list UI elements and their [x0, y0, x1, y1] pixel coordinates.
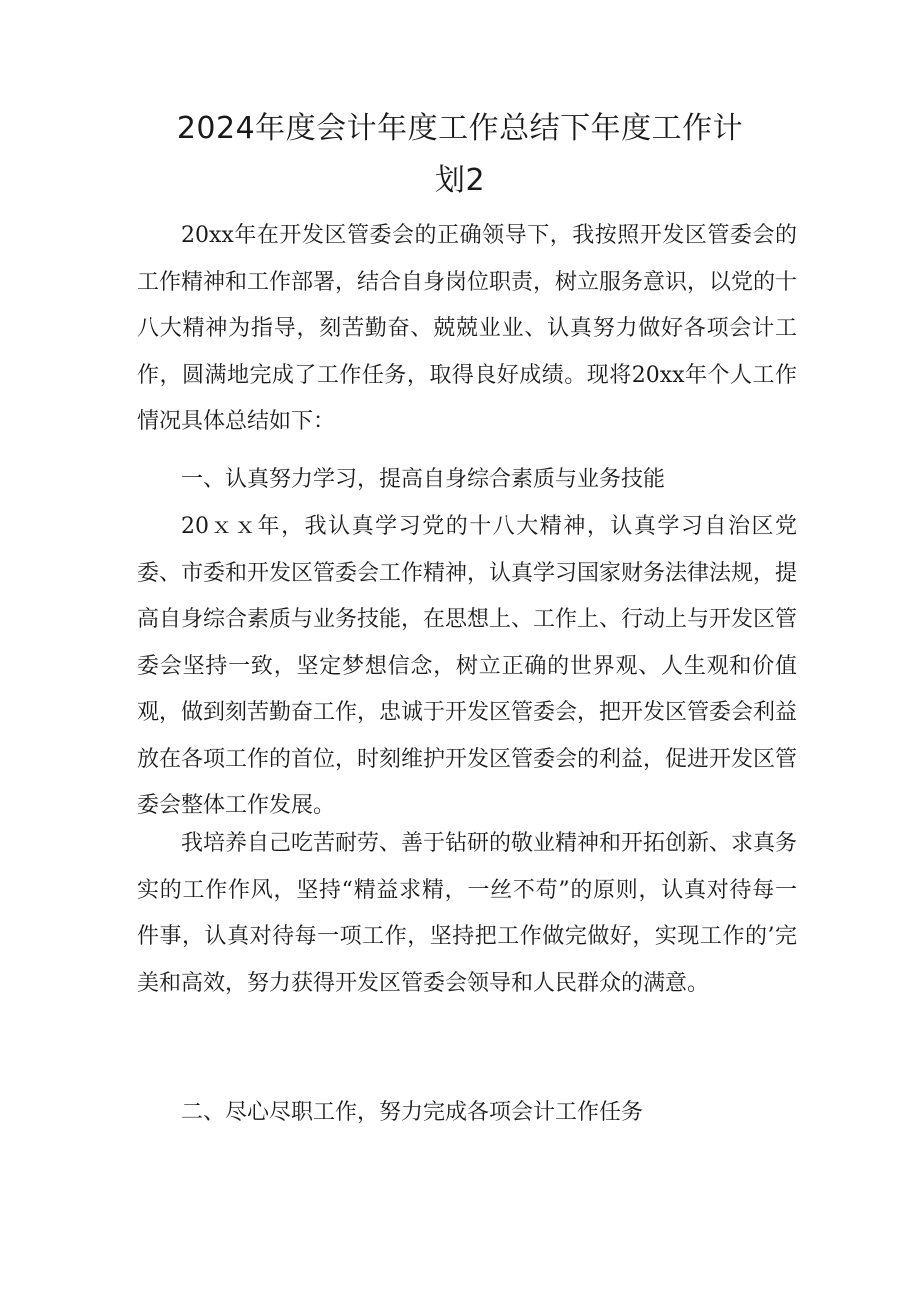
paragraph-work-ethic: 我培养自己吃苦耐劳、善于钻研的敬业精神和开拓创新、求真务实的工作作风，坚持“精益求精，一丝不苟”的原则，认真对待每一件事，认真对待每一项工作，坚持把工作做完做好，实现工作的’完美和高效，努力获得开发区管委会领导和人民群众的满意。 — [137, 831, 798, 996]
document-title-line-1: 2024年度会计年度工作总结下年度工作计 — [176, 111, 744, 146]
paragraph-study: 20ｘｘ年，我认真学习党的十八大精神，认真学习自治区党委、市委和开发区管委会工作精神，认真学习国家财务法律法规，提高自身综合素质与业务技能，在思想上、工作上、行动上与开发区管委会坚持一致，坚定梦想信念，树立正确的世界观、人生观和价值观，做到刻苦勤奋工作，忠诚于开发区管委会，把开发区管委会利益放在各项工作的首位，时刻维护开发区管委会的利益，促进开发区管委会整体工作发展。 — [137, 514, 798, 818]
document-title-line-2: 划2 — [434, 163, 486, 198]
section-heading-2: 二、尽心尽职工作，努力完成各项会计工作任务 — [181, 1100, 644, 1125]
section-heading-1: 一、认真努力学习，提高自身综合素质与业务技能 — [181, 467, 666, 492]
paragraph-intro: 20xx年在开发区管委会的正确领导下，我按照开发区管委会的工作精神和工作部署，结合自身岗位职责，树立服务意识，以党的十八大精神为指导，刻苦勤奋、兢兢业业、认真努力做好各项会计工作，圆满地完成了工作任务，取得良好成绩。现将20xx年个人工作情况具体总结如下： — [137, 223, 798, 434]
